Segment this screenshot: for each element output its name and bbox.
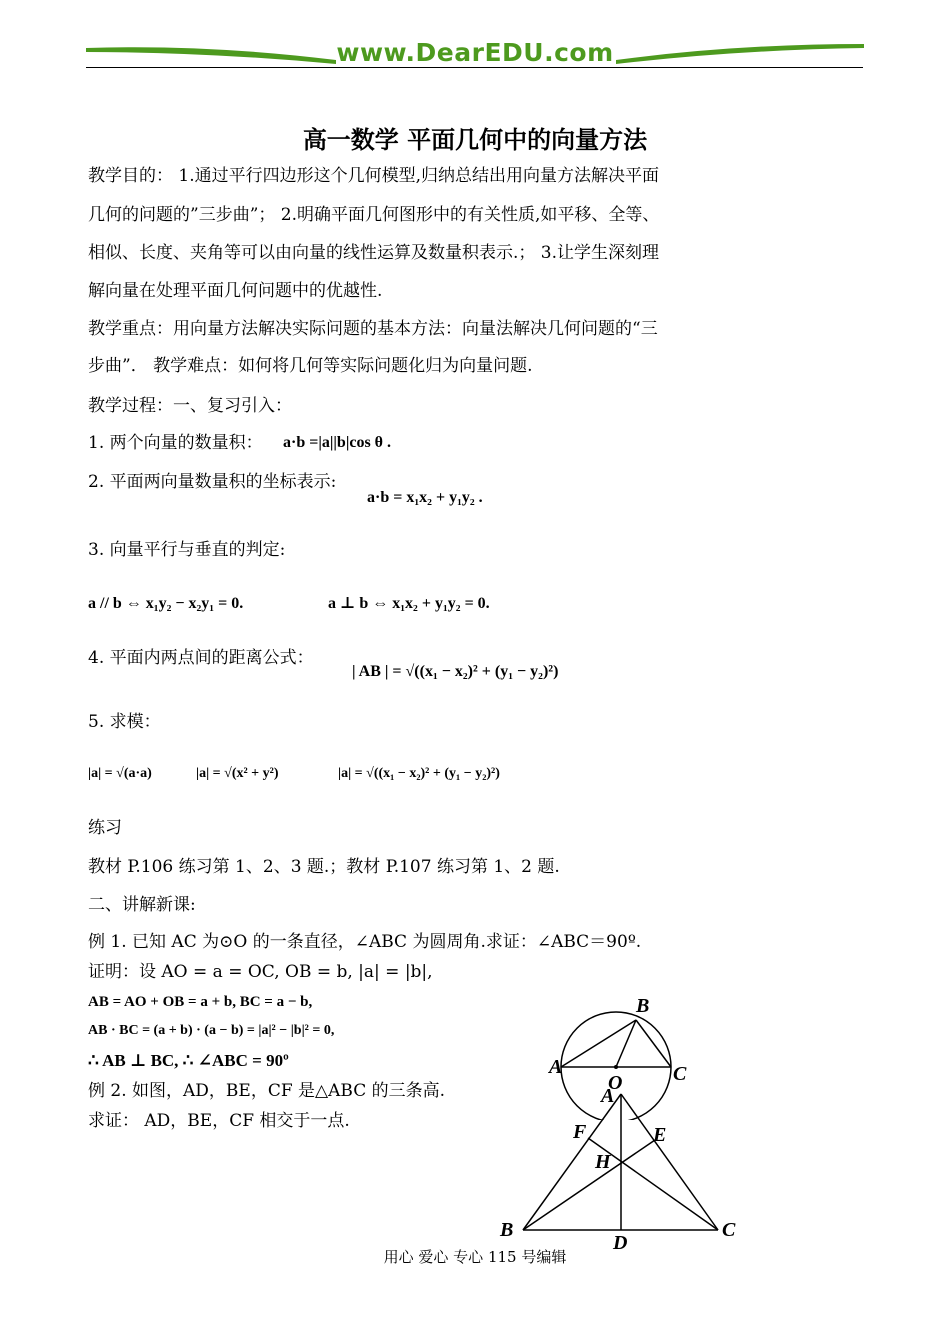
label-b-2: B (500, 1219, 514, 1241)
label-a-1: A (549, 1056, 563, 1078)
item-3-label: 3. 向量平行与垂直的判定: (88, 540, 286, 560)
page-title: 高一数学 平面几何中的向量方法 (302, 125, 648, 154)
goal-line-1: 教学目的： 1.通过平行四边形这个几何模型,归纳总结出用向量方法解决平面 (88, 166, 660, 186)
center-dot (614, 1065, 618, 1069)
formula-modulus-points: |a| = √((x₁ − x₂)² + (y₁ − y₂)²) (338, 766, 500, 781)
label-e: E (653, 1124, 667, 1146)
item-5-label: 5. 求模： (88, 712, 161, 732)
example-2: 例 2. 如图，AD，BE，CF 是△ABC 的三条高. (88, 1081, 446, 1101)
header-rule (86, 67, 863, 68)
goal-line-3: 相似、长度、夹角等可以由向量的线性运算及数量积表示.； 3.让学生深刻理 (88, 243, 660, 263)
label-a-2: A (601, 1085, 615, 1107)
item-4-label: 4. 平面内两点间的距离公式： (88, 648, 314, 668)
right-swoosh (616, 44, 864, 64)
label-c-2: C (722, 1219, 736, 1241)
process-heading: 教学过程：一、复习引入： (88, 396, 292, 416)
page-footer: 用心 爱心 专心 115 号编辑 (383, 1248, 567, 1266)
goal-line-4: 解向量在处理平面几何问题中的优越性. (88, 281, 383, 301)
goal-line-2: 几何的问题的”三步曲”； 2.明确平面几何图形中的有关性质,如平移、全等、 (88, 205, 660, 225)
key-point-line-1: 教学重点：用向量方法解决实际问题的基本方法：向量法解决几何问题的“三 (88, 319, 658, 339)
item-1-label: 1. 两个向量的数量积： (88, 433, 263, 453)
formula-modulus-dot: |a| = √(a·a) (88, 766, 152, 781)
chord-ab (561, 1020, 636, 1067)
formula-coordinate-dot: a·b = x₁x₂ + y₁y₂ . (367, 489, 483, 506)
side-ac (621, 1094, 718, 1230)
formula-dot-product: a·b =|a||b|cos θ . (283, 434, 392, 451)
left-swoosh (86, 47, 336, 64)
example-1: 例 1. 已知 AC 为⊙O 的一条直径，∠ABC 为圆周角.求证：∠ABC＝90º. (88, 932, 642, 952)
formula-parallel: a // b ⇔ x₁y₂ − x₂y₁ = 0. (88, 595, 244, 612)
practice-heading: 练习 (88, 818, 122, 838)
label-h: H (595, 1151, 611, 1173)
site-logo-text: www.DearEDU.com (336, 38, 614, 67)
proof-line-2: AB = AO + OB = a + b, BC = a − b, (88, 994, 313, 1010)
label-b-1: B (636, 995, 650, 1017)
formula-perpendicular: a ⊥ b ⇔ x₁x₂ + y₁y₂ = 0. (328, 595, 490, 612)
label-c-1: C (673, 1063, 687, 1085)
label-f: F (573, 1121, 587, 1143)
triangle-altitudes-figure (495, 1080, 755, 1255)
section-2-heading: 二、讲解新课: (88, 895, 196, 915)
label-o: O (608, 1072, 623, 1094)
practice-text: 教材 P.106 练习第 1、2、3 题.；教材 P.107 练习第 1、2 题. (88, 857, 560, 877)
altitude-be (523, 1140, 655, 1230)
item-2-label: 2. 平面两向量数量积的坐标表示: (88, 472, 337, 492)
formula-modulus-xy: |a| = √(x² + y²) (196, 766, 279, 781)
formula-distance: | AB | = √((x₁ − x₂)² + (y₁ − y₂)²) (352, 663, 559, 680)
proof-line-4: ∴ AB ⊥ BC, ∴ ∠ABC = 90º (88, 1051, 289, 1070)
proof-line-1: 证明：设 AO = a = OC, OB = b, |a| = |b|, (88, 962, 433, 982)
label-d: D (613, 1232, 628, 1254)
example-2-goal: 求证： AD，BE，CF 相交于一点. (88, 1111, 350, 1131)
key-point-line-2: 步曲”． 教学难点：如何将几何等实际问题化归为向量问题. (88, 356, 533, 376)
proof-line-3: AB · BC = (a + b) · (a − b) = |a|² − |b|² = 0, (88, 1023, 335, 1038)
